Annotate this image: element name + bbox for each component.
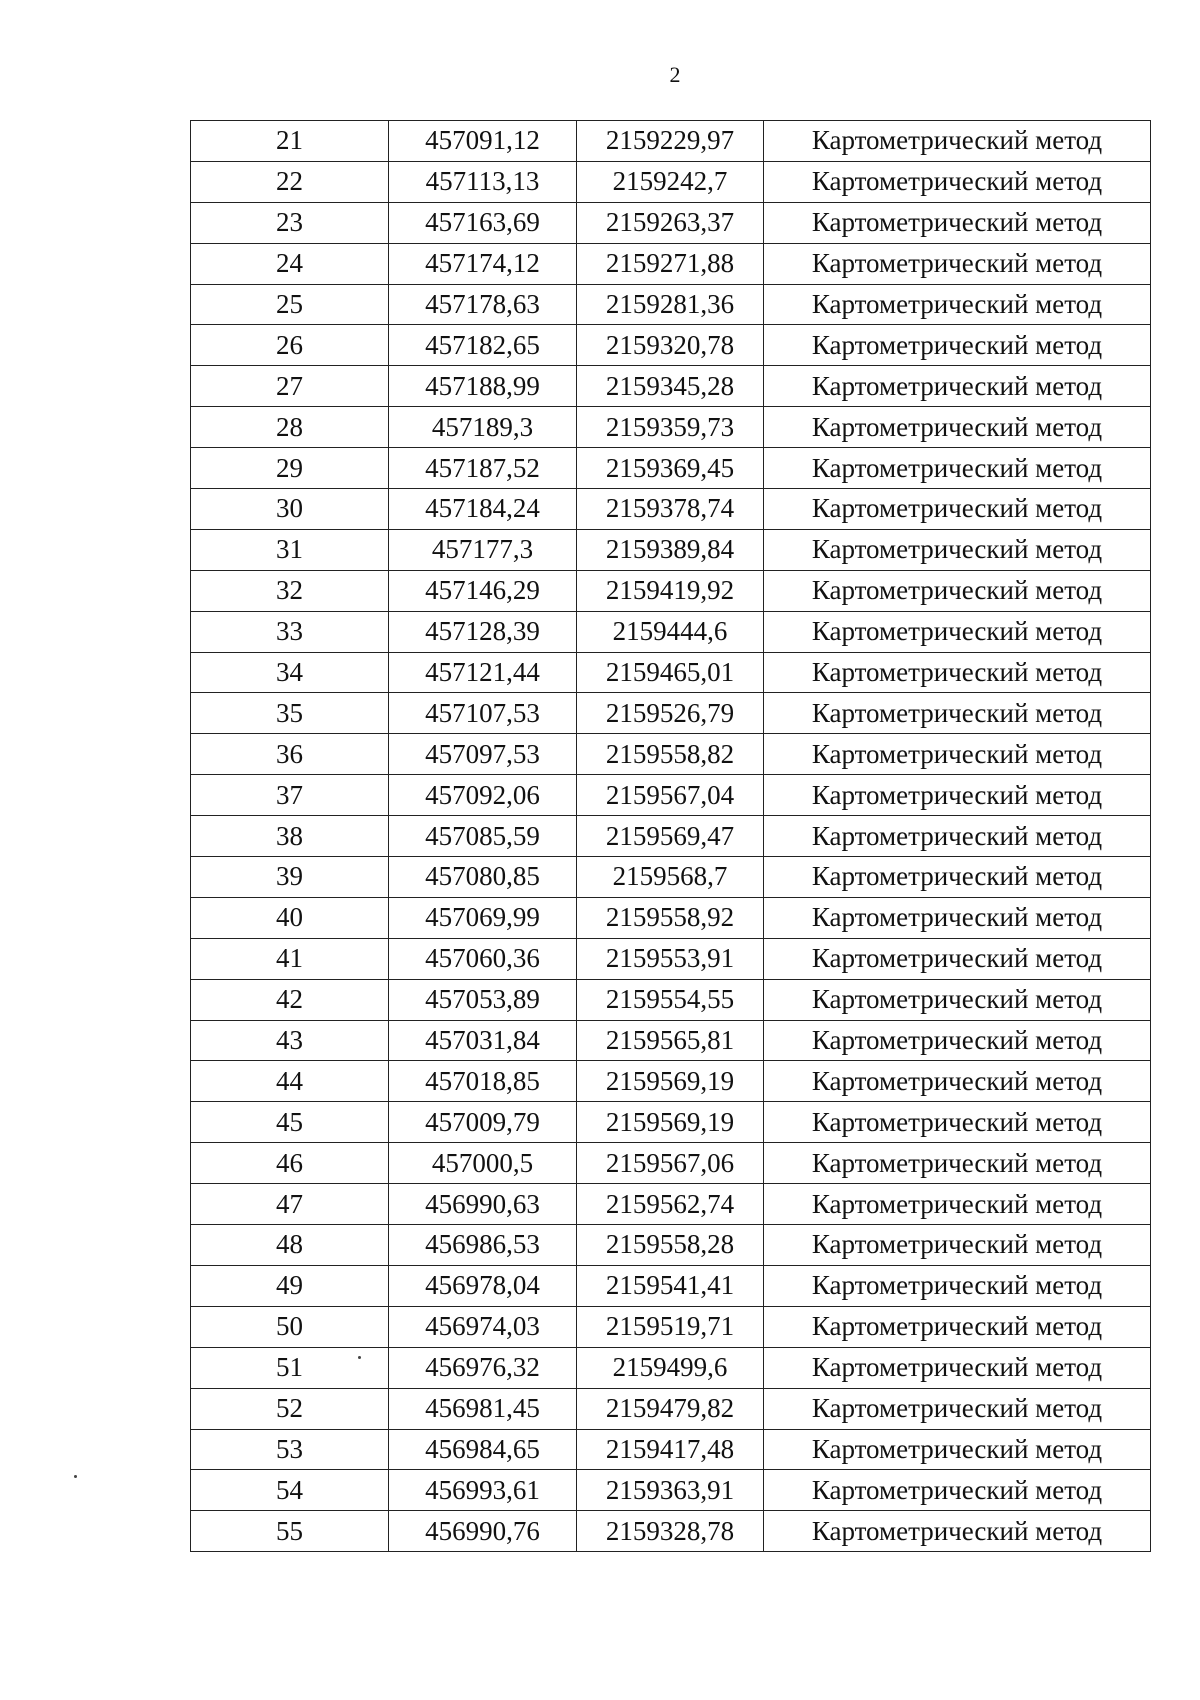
table-row [191, 161, 1151, 202]
point-number-cell: 50 [191, 1306, 389, 1347]
point-number-cell: 24 [191, 243, 389, 284]
x-coordinate-cell: 457031,84 [389, 1020, 577, 1061]
y-coordinate-cell: 2159479,82 [577, 1388, 764, 1429]
method-cell: Картометрический метод [764, 1184, 1151, 1225]
table-row [191, 775, 1151, 816]
x-coordinate-cell: 457092,06 [389, 775, 577, 816]
y-coordinate-cell: 2159389,84 [577, 529, 764, 570]
method-cell: Картометрический метод [764, 325, 1151, 366]
x-coordinate-cell: 457184,24 [389, 489, 577, 530]
x-coordinate-cell: 457080,85 [389, 857, 577, 898]
y-coordinate-cell: 2159271,88 [577, 243, 764, 284]
y-coordinate-cell: 2159569,47 [577, 816, 764, 857]
method-cell: Картометрический метод [764, 284, 1151, 325]
y-coordinate-cell: 2159541,41 [577, 1265, 764, 1306]
x-coordinate-cell: 456984,65 [389, 1429, 577, 1470]
point-number-cell: 31 [191, 529, 389, 570]
method-cell: Картометрический метод [764, 775, 1151, 816]
table-row [191, 1347, 1151, 1388]
x-coordinate-cell: 456990,63 [389, 1184, 577, 1225]
point-number-cell: 27 [191, 366, 389, 407]
point-number-cell: 49 [191, 1265, 389, 1306]
table-row [191, 897, 1151, 938]
method-cell: Картометрический метод [764, 448, 1151, 489]
y-coordinate-cell: 2159229,97 [577, 121, 764, 162]
table-row [191, 325, 1151, 366]
y-coordinate-cell: 2159519,71 [577, 1306, 764, 1347]
y-coordinate-cell: 2159242,7 [577, 161, 764, 202]
method-cell: Картометрический метод [764, 1388, 1151, 1429]
method-cell: Картометрический метод [764, 611, 1151, 652]
point-number-cell: 42 [191, 979, 389, 1020]
point-number-cell: 22 [191, 161, 389, 202]
table-row [191, 489, 1151, 530]
point-number-cell: 43 [191, 1020, 389, 1061]
coordinates-table [190, 120, 1151, 1552]
coordinates-table-body [191, 121, 1151, 1552]
point-number-cell: 23 [191, 202, 389, 243]
x-coordinate-cell: 457060,36 [389, 938, 577, 979]
x-coordinate-cell: 456981,45 [389, 1388, 577, 1429]
table-row [191, 938, 1151, 979]
point-number-cell: 30 [191, 489, 389, 530]
x-coordinate-cell: 457085,59 [389, 816, 577, 857]
y-coordinate-cell: 2159345,28 [577, 366, 764, 407]
y-coordinate-cell: 2159320,78 [577, 325, 764, 366]
table-row [191, 979, 1151, 1020]
method-cell: Картометрический метод [764, 1265, 1151, 1306]
y-coordinate-cell: 2159526,79 [577, 693, 764, 734]
table-row [191, 243, 1151, 284]
table-row [191, 1225, 1151, 1266]
method-cell: Картометрический метод [764, 693, 1151, 734]
method-cell: Картометрический метод [764, 1429, 1151, 1470]
method-cell: Картометрический метод [764, 1470, 1151, 1511]
point-number-cell: 44 [191, 1061, 389, 1102]
table-row [191, 529, 1151, 570]
point-number-cell: 38 [191, 816, 389, 857]
table-row [191, 1388, 1151, 1429]
point-number-cell: 41 [191, 938, 389, 979]
table-row [191, 1511, 1151, 1552]
x-coordinate-cell: 456976,32 [389, 1347, 577, 1388]
point-number-cell: 40 [191, 897, 389, 938]
x-coordinate-cell: 457113,13 [389, 161, 577, 202]
table-row [191, 1429, 1151, 1470]
method-cell: Картометрический метод [764, 1020, 1151, 1061]
point-number-cell: 33 [191, 611, 389, 652]
method-cell: Картометрический метод [764, 1347, 1151, 1388]
table-row [191, 121, 1151, 162]
method-cell: Картометрический метод [764, 979, 1151, 1020]
point-number-cell: 55 [191, 1511, 389, 1552]
method-cell: Картометрический метод [764, 734, 1151, 775]
table-row [191, 1306, 1151, 1347]
point-number-cell: 29 [191, 448, 389, 489]
x-coordinate-cell: 457009,79 [389, 1102, 577, 1143]
y-coordinate-cell: 2159569,19 [577, 1102, 764, 1143]
x-coordinate-cell: 456978,04 [389, 1265, 577, 1306]
table-row [191, 816, 1151, 857]
method-cell: Картометрический метод [764, 857, 1151, 898]
table-row [191, 1470, 1151, 1511]
method-cell: Картометрический метод [764, 816, 1151, 857]
x-coordinate-cell: 457121,44 [389, 652, 577, 693]
x-coordinate-cell: 457177,3 [389, 529, 577, 570]
x-coordinate-cell: 457018,85 [389, 1061, 577, 1102]
y-coordinate-cell: 2159567,04 [577, 775, 764, 816]
method-cell: Картометрический метод [764, 570, 1151, 611]
table-row [191, 407, 1151, 448]
y-coordinate-cell: 2159328,78 [577, 1511, 764, 1552]
y-coordinate-cell: 2159363,91 [577, 1470, 764, 1511]
table-row [191, 693, 1151, 734]
y-coordinate-cell: 2159419,92 [577, 570, 764, 611]
method-cell: Картометрический метод [764, 1102, 1151, 1143]
point-number-cell: 53 [191, 1429, 389, 1470]
method-cell: Картометрический метод [764, 1143, 1151, 1184]
x-coordinate-cell: 457091,12 [389, 121, 577, 162]
method-cell: Картометрический метод [764, 1061, 1151, 1102]
x-coordinate-cell: 457107,53 [389, 693, 577, 734]
y-coordinate-cell: 2159568,7 [577, 857, 764, 898]
point-number-cell: 34 [191, 652, 389, 693]
table-row [191, 1061, 1151, 1102]
scan-speck [74, 1475, 77, 1478]
table-row [191, 652, 1151, 693]
y-coordinate-cell: 2159554,55 [577, 979, 764, 1020]
method-cell: Картометрический метод [764, 407, 1151, 448]
method-cell: Картометрический метод [764, 1225, 1151, 1266]
table-row [191, 1020, 1151, 1061]
point-number-cell: 45 [191, 1102, 389, 1143]
table-row [191, 611, 1151, 652]
point-number-cell: 39 [191, 857, 389, 898]
table-row [191, 857, 1151, 898]
table-row [191, 1265, 1151, 1306]
page-number: 2 [669, 62, 681, 87]
point-number-cell: 37 [191, 775, 389, 816]
x-coordinate-cell: 457187,52 [389, 448, 577, 489]
method-cell: Картометрический метод [764, 1306, 1151, 1347]
method-cell: Картометрический метод [764, 243, 1151, 284]
point-number-cell: 54 [191, 1470, 389, 1511]
x-coordinate-cell: 457097,53 [389, 734, 577, 775]
y-coordinate-cell: 2159369,45 [577, 448, 764, 489]
table-row [191, 570, 1151, 611]
method-cell: Картометрический метод [764, 1511, 1151, 1552]
x-coordinate-cell: 456990,76 [389, 1511, 577, 1552]
x-coordinate-cell: 457178,63 [389, 284, 577, 325]
y-coordinate-cell: 2159417,48 [577, 1429, 764, 1470]
table-row [191, 1184, 1151, 1225]
y-coordinate-cell: 2159444,6 [577, 611, 764, 652]
method-cell: Картометрический метод [764, 652, 1151, 693]
method-cell: Картометрический метод [764, 366, 1151, 407]
x-coordinate-cell: 457000,5 [389, 1143, 577, 1184]
point-number-cell: 47 [191, 1184, 389, 1225]
y-coordinate-cell: 2159569,19 [577, 1061, 764, 1102]
y-coordinate-cell: 2159378,74 [577, 489, 764, 530]
table-row [191, 366, 1151, 407]
y-coordinate-cell: 2159558,82 [577, 734, 764, 775]
table-row [191, 448, 1151, 489]
x-coordinate-cell: 456986,53 [389, 1225, 577, 1266]
point-number-cell: 51 [191, 1347, 389, 1388]
x-coordinate-cell: 457069,99 [389, 897, 577, 938]
point-number-cell: 48 [191, 1225, 389, 1266]
y-coordinate-cell: 2159553,91 [577, 938, 764, 979]
x-coordinate-cell: 456993,61 [389, 1470, 577, 1511]
method-cell: Картометрический метод [764, 121, 1151, 162]
y-coordinate-cell: 2159263,37 [577, 202, 764, 243]
point-number-cell: 28 [191, 407, 389, 448]
y-coordinate-cell: 2159465,01 [577, 652, 764, 693]
x-coordinate-cell: 457188,99 [389, 366, 577, 407]
y-coordinate-cell: 2159499,6 [577, 1347, 764, 1388]
point-number-cell: 21 [191, 121, 389, 162]
scan-speck [358, 1356, 361, 1359]
y-coordinate-cell: 2159359,73 [577, 407, 764, 448]
table-row [191, 1102, 1151, 1143]
y-coordinate-cell: 2159567,06 [577, 1143, 764, 1184]
method-cell: Картометрический метод [764, 161, 1151, 202]
x-coordinate-cell: 457174,12 [389, 243, 577, 284]
x-coordinate-cell: 456974,03 [389, 1306, 577, 1347]
table-row [191, 202, 1151, 243]
y-coordinate-cell: 2159565,81 [577, 1020, 764, 1061]
table-row [191, 284, 1151, 325]
table-row [191, 734, 1151, 775]
point-number-cell: 32 [191, 570, 389, 611]
method-cell: Картометрический метод [764, 529, 1151, 570]
point-number-cell: 46 [191, 1143, 389, 1184]
x-coordinate-cell: 457146,29 [389, 570, 577, 611]
x-coordinate-cell: 457128,39 [389, 611, 577, 652]
y-coordinate-cell: 2159281,36 [577, 284, 764, 325]
point-number-cell: 35 [191, 693, 389, 734]
point-number-cell: 26 [191, 325, 389, 366]
y-coordinate-cell: 2159562,74 [577, 1184, 764, 1225]
point-number-cell: 36 [191, 734, 389, 775]
y-coordinate-cell: 2159558,28 [577, 1225, 764, 1266]
table-row [191, 1143, 1151, 1184]
point-number-cell: 52 [191, 1388, 389, 1429]
x-coordinate-cell: 457163,69 [389, 202, 577, 243]
method-cell: Картометрический метод [764, 897, 1151, 938]
x-coordinate-cell: 457182,65 [389, 325, 577, 366]
x-coordinate-cell: 457189,3 [389, 407, 577, 448]
method-cell: Картометрический метод [764, 489, 1151, 530]
y-coordinate-cell: 2159558,92 [577, 897, 764, 938]
method-cell: Картометрический метод [764, 202, 1151, 243]
method-cell: Картометрический метод [764, 938, 1151, 979]
point-number-cell: 25 [191, 284, 389, 325]
x-coordinate-cell: 457053,89 [389, 979, 577, 1020]
